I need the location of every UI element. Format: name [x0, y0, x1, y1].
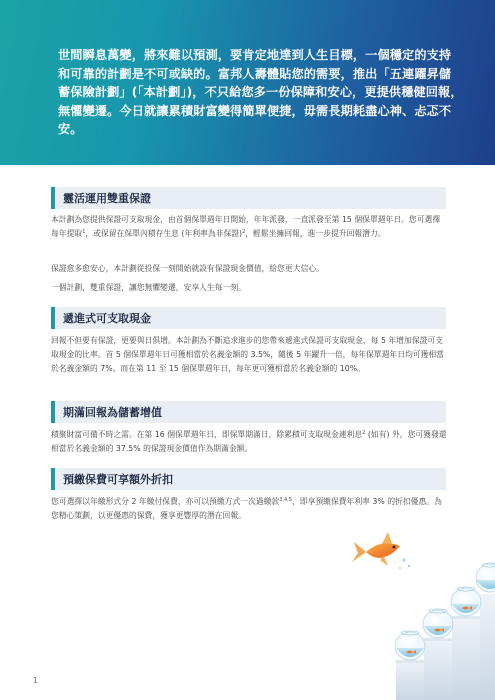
paragraph: 回報不但要有保證，更要與日俱增。本計劃為不斷追求進步的您帶來遞進式保證可支取現金，每 5 年增加保證可支取現金的比率。首 5 個保單週年日可獲相當於名義金額的 3.5%，隨後 5 年躍升一倍，每年保單週年日均可獲相當於名義金額的 7%。而在第 11 至 15 個保單週年日，每年更可獲相當於名義金額的 10%。 [51, 336, 444, 374]
footnote-ref: 3,4,5 [279, 497, 292, 503]
paragraph: 一個計劃，雙重保證，讓您無懼變遷，安享人生每一刻。 [51, 283, 246, 292]
footnote-ref: 1 [82, 229, 86, 236]
section-accent-bar [51, 307, 55, 329]
paragraph: 本計劃為您提供保證可支取現金，由首個保單週年日開始，年年派發，一直派發至第 15 個保單週年日。您可選擇每年提取$^1$，或保留在保單內積存生息 (年利率為非保證)$^2$，輕鬆坐擁回報，進一步提升回報潛力。 [51, 215, 441, 239]
paragraph: 保證愈多愈安心，本計劃從投保一刻開始就設有保證現金價值，給您更大信心。 [51, 264, 324, 273]
fishbowl-icon [451, 587, 481, 616]
section-title: 靈活運用雙重保證 [63, 192, 151, 205]
section-title: 期滿回報為儲蓄增值 [63, 406, 162, 419]
fishbowl-icon [395, 631, 425, 660]
section-accent-bar [51, 468, 55, 490]
section-accent-bar [51, 401, 55, 423]
goldfish-bowls-illustration [296, 520, 495, 700]
intro-text: 世間瞬息萬變，將來難以預測，要肯定地達到人生目標，一個穩定的支持和可靠的計劃是不可或缺的。富邦人壽體貼您的需要，推出「五連躍昇儲蓄保險計劃」(「本計劃」)，不只給您多一份保障和安心，更提供穩健回報，無懼變遷。今日就讓累積財富變得簡單便捷，毋需長期耗盡心神、忐忑不安。 [58, 48, 463, 137]
goldfish-icon [352, 532, 400, 566]
intro-banner [0, 0, 495, 165]
section-header-maturity-return [51, 401, 446, 423]
section-header-progressive-cash [51, 307, 446, 329]
footnote-ref: 2 [242, 229, 246, 236]
section-header-prepayment-discount [51, 468, 446, 490]
section-accent-bar [51, 187, 55, 209]
page-number: 1 [33, 676, 38, 685]
paragraph: 您可選擇以年繳形式分 2 年繳付保費，亦可以預繳方式一次過繳款$^{3,4,5}$，即享預繳保費年利率 3% 的折扣優惠。為您精心策劃，以更優惠的保費，獲享更豐厚的潛在回報。 [51, 497, 442, 521]
paragraph: 積聚財富可備不時之需。在第 16 個保單週年日，即保單期滿日，除累積可支取現金連利息$^2$ (如有) 外，您可獲發還相當於名義金額的 37.5% 的保證現金價值作為期滿金額。 [51, 430, 447, 454]
fishbowl-icon [423, 609, 453, 638]
section-title: 遞進式可支取現金 [63, 312, 151, 325]
water-splash-icon [399, 559, 410, 570]
section-title: 預繳保費可享額外折扣 [63, 473, 173, 486]
fishbowl-icon [476, 563, 495, 592]
section-header-dual-guarantee [51, 187, 446, 209]
footnote-ref: 2 [362, 430, 366, 436]
